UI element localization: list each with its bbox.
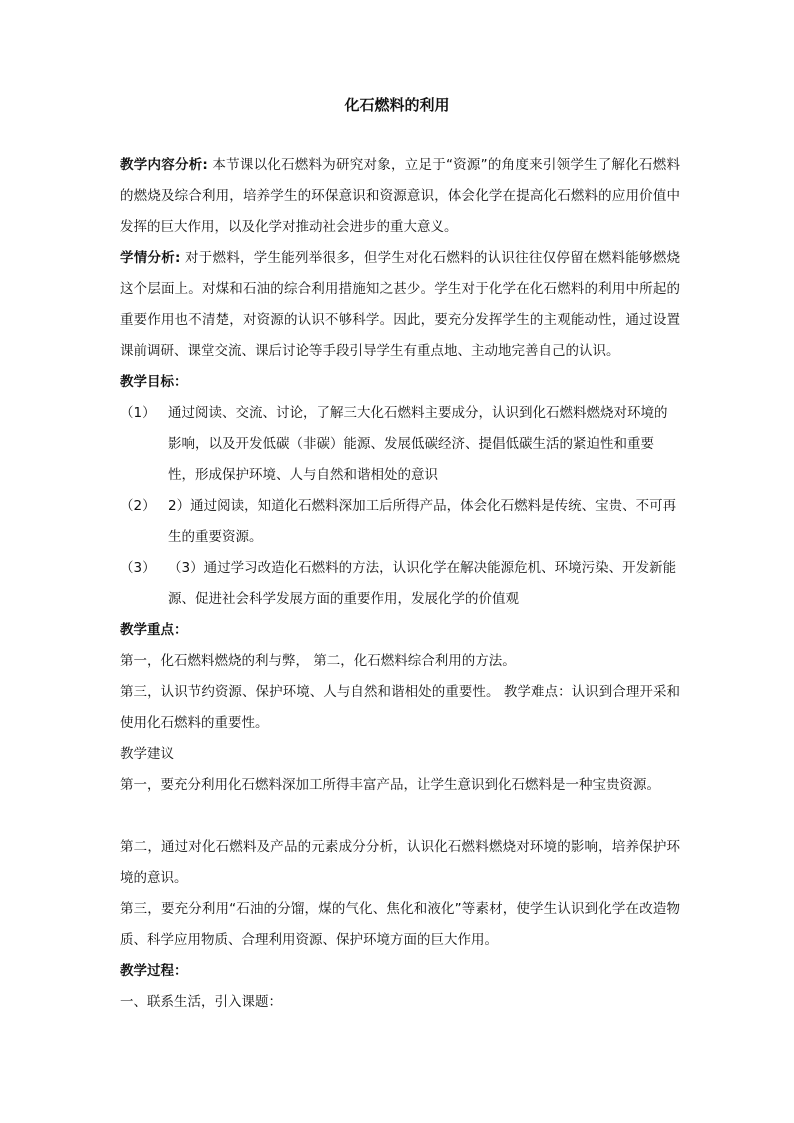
objectives-heading: 教学目标： <box>120 374 188 390</box>
key-points-line-2: 第三，认识节约资源、保护环境、人与自然和谐相处的重要性。 教学难点：认识到合理开采和使用化石燃料的重要性。 <box>120 684 680 731</box>
suggestions-heading: 教学建议 <box>120 746 174 762</box>
objective-number: （1） <box>120 405 156 421</box>
objective-item <box>120 553 680 615</box>
document-body <box>120 150 680 1018</box>
document-title: 化石燃料的利用 <box>344 96 450 114</box>
key-points-heading: 教学重点： <box>120 622 188 638</box>
process-heading: 教学过程： <box>120 963 188 979</box>
objective-number: （3） <box>120 560 156 576</box>
key-points-line-1: 第一，化石燃料燃烧的利与弊， 第二，化石燃料综合利用的方法。 <box>120 653 516 669</box>
objective-number: （2） <box>120 498 156 514</box>
student-analysis-label: 学情分析: <box>120 250 181 266</box>
suggestion-1: 第一，要充分利用化石燃料深加工所得丰富产品，让学生意识到化石燃料是一种宝贵资源。 <box>120 777 660 793</box>
objective-item <box>120 491 680 553</box>
objective-text: （3）通过学习改造化石燃料的方法，认识化学在解决能源危机、环境污染、开发新能源、促进社会科学发展方面的重要作用，发展化学的价值观 <box>168 560 677 607</box>
objective-text: 通过阅读、交流、讨论，了解三大化石燃料主要成分，认识到化石燃料燃烧对环境的影响，以及开发低碳（非碳）能源、发展低碳经济、提倡低碳生活的紧迫性和重要性，形成保护环境、人与自然和谐相处的意识 <box>168 405 668 483</box>
process-step-1: 一、联系生活，引入课题： <box>120 994 282 1010</box>
objective-item <box>120 398 680 491</box>
suggestion-2: 第二，通过对化石燃料及产品的元素成分分析，认识化石燃料燃烧对环境的影响，培养保护环境的意识。 <box>120 839 680 886</box>
student-analysis-text: 对于燃料，学生能列举很多，但学生对化石燃料的认识往往仅停留在燃料能够燃烧这个层面上。对煤和石油的综合利用措施知之甚少。学生对于化学在化石燃料的利用中所起的重要作用也不清楚，对资源的认识不够科学。因此，要充分发挥学生的主观能动性，通过设置课前调研、课堂交流、课后讨论等手段引导学生有重点地、主动地完善自己的认识。 <box>120 250 680 359</box>
suggestion-3: 第三，要充分利用“石油的分馏，煤的气化、焦化和液化”等素材，使学生认识到化学在改造物质、科学应用物质、合理利用资源、保护环境方面的巨大作用。 <box>120 901 680 948</box>
content-analysis-label: 教学内容分析: <box>120 157 208 173</box>
objective-text: 2）通过阅读，知道化石燃料深加工后所得产品，体会化石燃料是传统、宝贵、不可再生的重要资源。 <box>168 498 677 545</box>
paragraph-gap <box>120 801 680 832</box>
content-analysis-paragraph <box>120 150 680 243</box>
content-analysis-text: 本节课以化石燃料为研究对象，立足于“资源”的角度来引领学生了解化石燃料的燃烧及综合利用，培养学生的环保意识和资源意识，体会化学在提高化石燃料的应用价值中发挥的巨大作用，以及化学对推动社会进步的重大意义。 <box>120 157 680 235</box>
student-analysis-paragraph <box>120 243 680 367</box>
